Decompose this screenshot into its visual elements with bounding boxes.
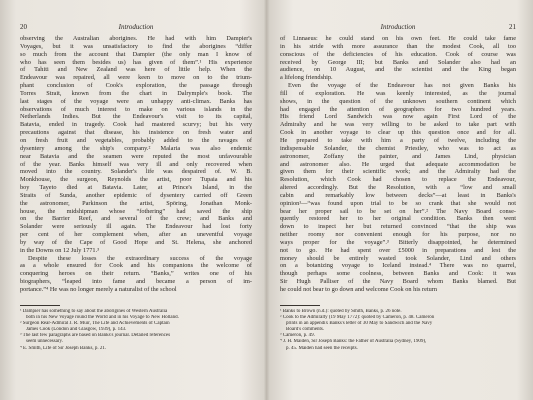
text-line: house, the midshipman whose “fothering” had saved the ship xyxy=(20,207,252,215)
text-line: bear her proper sail to be set on her”.² The Navy Board conse- xyxy=(280,207,516,215)
text-line: Resolution, which Cook had chosen to replace the Endeavour, xyxy=(280,176,516,184)
text-line: Cook in another voyage to clear up this question once and for all. xyxy=(280,129,516,137)
text-line: money should be entirely wasted took Solander, Lind and others xyxy=(280,254,516,262)
text-line: shows, in the question of the unknown southern continent which xyxy=(280,97,516,105)
text-line: Admiralty and he was very willing to be asked to take part with xyxy=(280,121,516,129)
text-line: Sir Hugh Palliser of the Navy Board whom Banks blamed. But xyxy=(280,278,516,286)
text-line: astronomer, Zoffany the painter, and James Lind, physician xyxy=(280,152,516,160)
text-line: had engaged the attention of geographers for two hundred years. xyxy=(280,105,516,113)
text-line: in the Downs on 12 July 1771.³ xyxy=(20,246,100,254)
footnote-line: p. 45. Maiden had seen the receipts. xyxy=(286,345,358,351)
text-line: of Tahiti and New Zealand was here of little help. When the xyxy=(20,66,252,74)
text-line: of the year. Banks himself was very ill and only recovered when xyxy=(20,160,252,168)
footnote-line: ² Cook to the Admiralty (19 May 1772): quoted by Cameron, p. 48. Cameron xyxy=(280,315,435,321)
footnote-line: ² Surgeon Rear-Admiral J. R. Muir, The Life and Achievements of Captain xyxy=(20,321,170,327)
text-line: His friend Lord Sandwich was now again First Lord of the xyxy=(280,113,516,121)
running-head-title: Introduction xyxy=(118,23,154,31)
text-line: received by George III; but Banks and Solander also had an xyxy=(280,58,516,66)
text-line: near Batavia and the seamen were reputed the most unfavourable xyxy=(20,152,252,160)
text-line: observing the Australian aborigines. He had with him Dampier's xyxy=(20,35,252,42)
text-line: Torres Strait, known from the chart in Dalrymple's book. The xyxy=(20,89,252,97)
footnote-rule xyxy=(280,305,320,306)
text-line: He prepared to take with him a party of twelve, including the xyxy=(280,136,516,144)
text-line: phant conclusion of Cook's exploration, the passage through xyxy=(20,82,252,90)
text-line: boy Tayeto died at Batavia. Later, at Prince's Island, in the xyxy=(20,184,252,192)
footnote-line: ³ Cameron, p. 49. xyxy=(280,333,315,339)
text-line: Endeavour was repaired, all were keen to move on to the trium- xyxy=(20,74,252,82)
text-line: he could not bear to go down and welcome Cook on his return xyxy=(280,286,438,293)
footnote-line: ⁴ E. Smith, Life of Sir Joseph Banks, p. 21. xyxy=(20,345,107,351)
text-line: by way of the Cape of Good Hope and St. Helena, she anchored xyxy=(20,238,252,246)
text-line: Straits of Sunda, another epidemic of dysentery carried off Green xyxy=(20,191,252,199)
footnote-line: Board's comments. xyxy=(286,327,325,333)
text-line: cabin and remarkably low between decks”—at least in Banks's xyxy=(280,191,516,199)
text-line: so much from the account that Dampier (the only man I know of xyxy=(20,50,252,58)
footnote-line: prints in an appendix Banks's letter of 30 May to Sandwich and the Navy xyxy=(286,321,433,327)
footnote-rule xyxy=(20,305,60,306)
footnotes xyxy=(280,309,516,352)
text-line: quently restored her to her original condition. Banks then went xyxy=(280,215,516,223)
text-line: opinion¹—“was found upon trial to be so crank that she would not xyxy=(280,199,516,207)
text-line: who has seen them besides us) has given of them”.¹ His experience xyxy=(20,58,252,66)
text-line: on fresh fruit and vegetables, probably added to the ravages of xyxy=(20,136,252,144)
text-line: Voyages, but it was unsatisfactory to find the aborigines “differ xyxy=(20,42,252,50)
text-line: Even the voyage of the Endeavour has not given Banks his xyxy=(288,82,516,90)
text-line: a lifelong friendship. xyxy=(280,74,333,82)
text-line: Solander were seriously ill again. The Endeavour had lost forty xyxy=(20,223,252,231)
text-line: given them for their scientific work; and the Admiralty had the xyxy=(280,168,516,176)
left-page xyxy=(20,0,252,400)
text-line: and astronomer also. He urged that adequate accommodation be xyxy=(280,160,516,168)
footnote-line: ¹ Dampier has something to say about the aborigines of Western Australia xyxy=(20,309,168,314)
running-head-title: Introduction xyxy=(380,23,416,31)
text-line: altered accordingly. But the Resolution, with a “low and small xyxy=(280,184,516,192)
text-line: on the Barrier Reef, and several of the crew; and Banks and xyxy=(20,215,252,223)
text-line: not to go. He had spent over £5000 in preparations and lest the xyxy=(280,246,516,254)
footnote-line: seem unnecessary. xyxy=(26,339,63,345)
text-line: as a whole ensured for Cook and his companions the welcome of xyxy=(20,262,252,270)
body-text xyxy=(280,35,516,294)
running-head xyxy=(280,23,516,32)
text-line: neither roomy nor convenient enough for his purpose, nor no xyxy=(280,231,516,239)
footnote-line: James Cook (London and Glasgow, 1939), p. 143. xyxy=(26,327,127,333)
text-line: last stages of the voyage were an unhappy anti-climax. Banks has xyxy=(20,97,252,105)
text-line: Monkhouse, the surgeon, Reynolds the artist, poor Tupaia and his xyxy=(20,176,252,184)
footnote-line: ¹ Banks to Brown (n.d.): quoted by Smith, Banks, p. 26 note. xyxy=(280,309,402,314)
text-line: in his stride with more assurance than the modest Cook, all too xyxy=(280,42,516,50)
text-line: the astronomer, Parkinson the artist, Spöring, Jonathan Monk- xyxy=(20,199,252,207)
text-line: down to inspect her but returned convinced “that the ship was xyxy=(280,223,516,231)
text-line: Netherlands Indies. But the Endeavour's visit to its capital, xyxy=(20,113,252,121)
footnote-line: ³ The last few paragraphs are based on Banks's journal. Detailed references xyxy=(20,333,171,339)
page-number: 20 xyxy=(20,23,27,31)
text-line: Despite these losses the extraordinary success of the voyage xyxy=(28,254,252,262)
text-line: conscious of the deficiencies of his education. Cook of course was xyxy=(280,50,516,58)
footnote-line: both in his New Voyage round the World and in his Voyage to New Holland. xyxy=(26,315,179,321)
text-line: observations of much interest to make on various islands in the xyxy=(20,105,252,113)
text-line: precautions against that disease, his insistence on fresh water and xyxy=(20,129,252,137)
right-page xyxy=(280,0,516,400)
text-line: audience, on 10 August, and the scientist and the King began xyxy=(280,66,516,74)
text-line: dysentery among the ship's company.² Malaria was also endemic xyxy=(20,144,252,152)
text-line: indispensable Solander, the chemist Priestley, who was to act as xyxy=(280,144,516,152)
footnote-line: ⁴ J. H. Maiden, Sir Joseph Banks: the Father of Australia (Sydney, 1909), xyxy=(280,339,427,345)
text-line: on a botanizing voyage to Iceland instead.⁴ There was no quarrel, xyxy=(280,262,516,270)
text-line: per cent of her complement when, after an uneventful voyage xyxy=(20,231,252,239)
text-line: biographers, “leaped into fame and became a person of im- xyxy=(20,278,252,286)
text-line: ways proper for the voyage”.³ Bitterly disappointed, he determined xyxy=(280,238,516,246)
text-line: conquering heroes on their return. “Banks,” writes one of his xyxy=(20,270,252,278)
text-line: of Linnaeus: he could stand on his own feet. He could take fame xyxy=(280,35,516,42)
body-text xyxy=(20,35,252,294)
footnotes xyxy=(20,309,252,352)
text-line: fill of exploration. He was keenly interested, as the journal xyxy=(280,89,516,97)
text-line: though perhaps some coolness, between Banks and Cook: it was xyxy=(280,270,516,278)
page-number: 21 xyxy=(509,23,516,31)
text-line: portance.”⁴ He was no longer merely a naturalist of the school xyxy=(20,286,177,293)
text-line: Batavia, ended in tragedy. Cook had mastered scurvy; but his very xyxy=(20,121,252,129)
text-line: moved into the country. Solander's life was despaired of. W. B. xyxy=(20,168,252,176)
running-head xyxy=(20,23,252,32)
